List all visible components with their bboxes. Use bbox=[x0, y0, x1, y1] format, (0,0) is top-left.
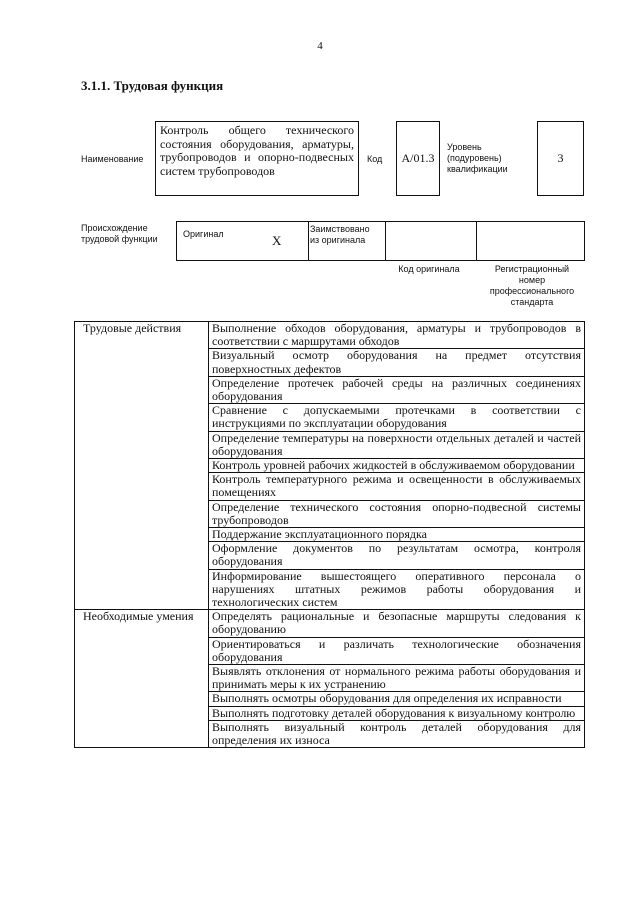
borrowed-label-line: из оригинала bbox=[310, 235, 366, 245]
origin-label-line: Происхождение bbox=[81, 223, 148, 233]
level-label-line: Уровень bbox=[447, 142, 482, 152]
list-item: Определение протечек рабочей среды на различных соединениях оборудования bbox=[209, 376, 585, 403]
code-original-caption: Код оригинала bbox=[398, 264, 460, 274]
reg-number-caption-line: стандарта bbox=[510, 297, 554, 307]
level-label bbox=[447, 142, 508, 175]
list-item: Выполнять подготовку деталей оборудования к визуальному контролю bbox=[209, 706, 585, 720]
list-item: Выполнение обходов оборудования, арматуры и трубопроводов в соответствии с маршрутами обходов bbox=[209, 322, 585, 349]
function-name-box: Контроль общего технического состояния оборудования, арматуры, трубопроводов и опорно-подвесных систем трубопроводов bbox=[155, 121, 359, 196]
origin-table bbox=[176, 221, 585, 261]
list-item: Контроль уровней рабочих жидкостей в обслуживаемом оборудовании bbox=[209, 459, 585, 473]
borrowed-label bbox=[310, 224, 370, 246]
list-item: Выявлять отклонения от нормального режима работы оборудования и принимать меры к их устранению bbox=[209, 665, 585, 692]
code-box: A/01.3 bbox=[396, 121, 440, 196]
code-label: Код bbox=[367, 154, 383, 164]
list-item: Определение технического состояния опорно-подвесной системы трубопроводов bbox=[209, 500, 585, 527]
reg-number-cell bbox=[476, 222, 584, 260]
level-label-line: квалификации bbox=[447, 164, 508, 174]
table-row bbox=[75, 322, 585, 349]
section-label: Необходимые умения bbox=[75, 610, 209, 748]
list-item: Определение температуры на поверхности отдельных деталей и частей оборудования bbox=[209, 431, 585, 458]
origin-label bbox=[81, 223, 158, 245]
list-item: Контроль температурного режима и освещенности в обслуживаемых помещениях bbox=[209, 473, 585, 500]
section-heading: 3.1.1. Трудовая функция bbox=[81, 78, 224, 93]
list-item: Сравнение с допускаемыми протечками в соответствии с инструкциями по эксплуатации оборудования bbox=[209, 404, 585, 431]
reg-number-caption-line: номер bbox=[518, 275, 546, 285]
name-label: Наименование bbox=[81, 154, 144, 164]
list-item: Визуальный осмотр оборудования на предмет отсутствия поверхностных дефектов bbox=[209, 349, 585, 376]
list-item: Оформление документов по результатам осмотра, контроля оборудования bbox=[209, 542, 585, 569]
level-box: 3 bbox=[537, 121, 584, 196]
list-item: Ориентироваться и различать технологические обозначения оборудования bbox=[209, 637, 585, 664]
list-item: Информирование вышестоящего оперативного персонала о нарушениях штатных режимов работы оборудования и технологических систем bbox=[209, 569, 585, 610]
list-item: Определять рациональные и безопасные маршруты следования к оборудованию bbox=[209, 610, 585, 637]
reg-number-caption-line: профессионального bbox=[489, 286, 575, 296]
level-label-line: (подуровень) bbox=[447, 153, 502, 163]
origin-original-cell bbox=[177, 222, 309, 260]
origin-label-line: трудовой функции bbox=[81, 234, 158, 244]
code-original-cell bbox=[385, 222, 477, 260]
section-label: Трудовые действия bbox=[75, 322, 209, 610]
list-item: Поддержание эксплуатационного порядка bbox=[209, 528, 585, 542]
original-mark: X bbox=[272, 233, 282, 248]
page-number: 4 bbox=[317, 40, 323, 52]
function-details-table bbox=[74, 321, 585, 748]
table-row bbox=[75, 610, 585, 637]
list-item: Выполнять осмотры оборудования для определения их исправности bbox=[209, 692, 585, 706]
reg-number-caption-line: Регистрационный bbox=[494, 264, 570, 274]
borrowed-label-line: Заимствовано bbox=[310, 224, 370, 234]
reg-number-caption bbox=[478, 264, 586, 308]
list-item: Выполнять визуальный контроль деталей оборудования для определения их износа bbox=[209, 720, 585, 747]
original-label: Оригинал bbox=[183, 229, 224, 239]
origin-borrowed-cell bbox=[308, 222, 386, 260]
